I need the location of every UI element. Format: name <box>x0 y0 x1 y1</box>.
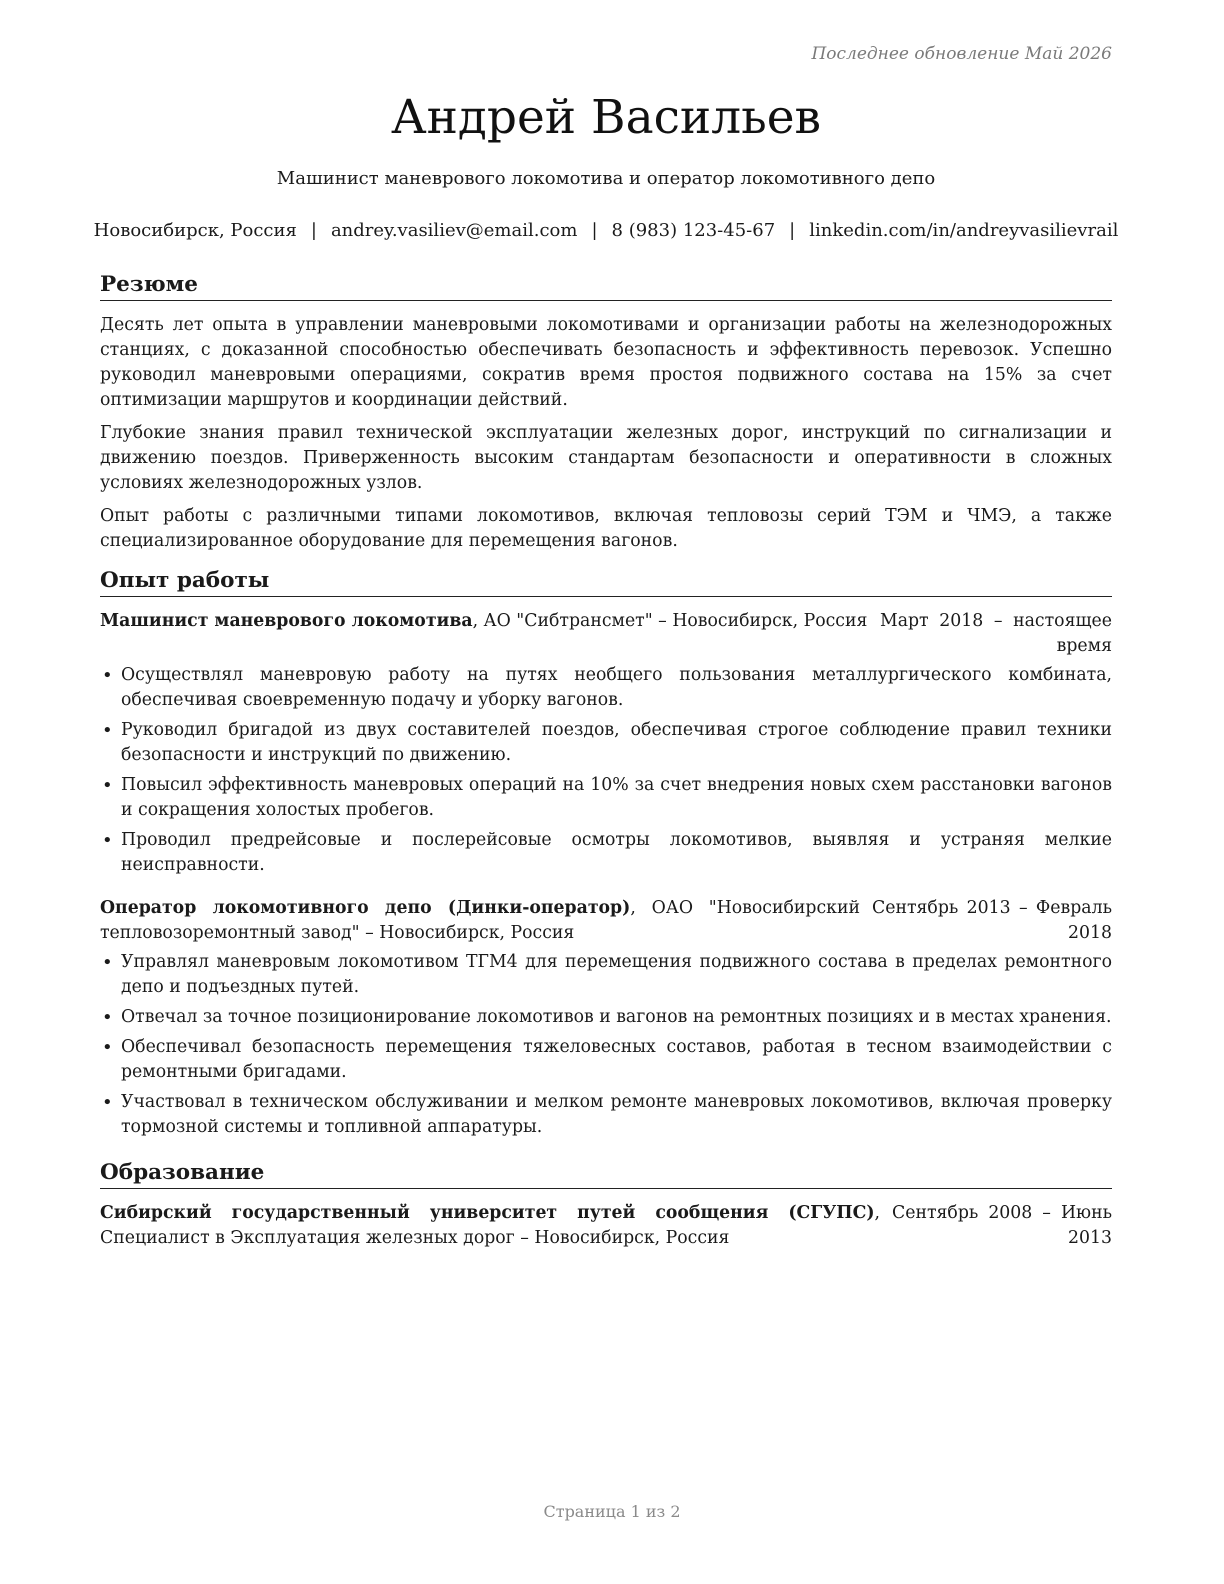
job-org: , АО "Сибтрансмет" – Новосибирск, Россия <box>472 611 868 631</box>
contact-line <box>92 218 1120 244</box>
list-item: • Проводил предрейсовые и послерейсовые осмотры локомотивов, выявляя и устраняя мелкие неисправности. <box>100 828 1112 878</box>
education-dates: Сентябрь 2008 – Июнь 2013 <box>892 1203 1112 1248</box>
contact-location: Новосибирск, Россия <box>93 220 297 241</box>
summary-section <box>100 270 1112 554</box>
job-dates: Март 2018 – настоящее время <box>880 611 1112 656</box>
summary-paragraph: Десять лет опыта в управлении маневровыми локомотивами и организации работы на железнодорожных станциях, с доказанной способностью обеспечивать безопасность и эффективность перевозок. Успешно руководил маневровыми операциями, сократив время простоя подвижного состава на 15% за счет оптимизации маршрутов и координации действий. <box>100 315 1112 410</box>
page-number: Страница 1 из 2 <box>543 1502 681 1521</box>
contact-email[interactable]: andrey.vasiliev@email.com <box>330 220 578 241</box>
last-updated-note: Последнее обновление Май 2026 <box>811 44 1112 64</box>
job-header <box>100 896 1112 946</box>
list-item: • Управлял маневровым локомотивом ТГМ4 для перемещения подвижного состава в пределах ремонтного депо и подъездных путей. <box>100 950 1112 1000</box>
resume-content <box>100 270 1112 1269</box>
list-item: • Осуществлял маневровую работу на путях необщего пользования металлургического комбината, обеспечивая своевременную подачу и уборку вагонов. <box>100 663 1112 713</box>
list-item: • Повысил эффективность маневровых операций на 10% за счет внедрения новых схем расстановки вагонов и сокращения холостых пробегов. <box>100 773 1112 823</box>
job-bullets <box>100 663 1112 878</box>
contact-phone[interactable]: 8 (983) 123-45-67 <box>611 220 776 241</box>
job-entry <box>100 609 1112 878</box>
education-entry <box>100 1201 1112 1251</box>
summary-paragraph: Опыт работы с различными типами локомотивов, включая тепловозы серий ТЭМ и ЧМЭ, а также специализированное оборудование для перемещения вагонов. <box>100 506 1112 551</box>
education-school: Сибирский государственный университет путей сообщения (СГУПС) <box>100 1203 875 1223</box>
contact-separator: | <box>591 220 598 241</box>
job-role: Оператор локомотивного депо (Динки-оператор) <box>100 898 631 918</box>
list-item: • Руководил бригадой из двух составителей поездов, обеспечивая строгое соблюдение правил техники безопасности и инструкций по движению. <box>100 718 1112 768</box>
summary-heading: Резюме <box>100 270 1112 301</box>
experience-heading: Опыт работы <box>100 566 1112 597</box>
list-item: • Обеспечивал безопасность перемещения тяжеловесных составов, работая в тесном взаимодействии с ремонтными бригадами. <box>100 1035 1112 1085</box>
contact-separator: | <box>789 220 796 241</box>
education-details: , Специалист в Эксплуатация железных дорог – Новосибирск, Россия <box>100 1203 880 1248</box>
experience-section <box>100 566 1112 1140</box>
job-org: , ОАО "Новосибирский тепловозоремонтный завод" – Новосибирск, Россия <box>100 898 861 943</box>
education-header <box>100 1201 1112 1251</box>
job-role: Машинист маневрового локомотива <box>100 611 473 631</box>
job-dates: Сентябрь 2013 – Февраль 2018 <box>872 898 1112 943</box>
job-bullets <box>100 950 1112 1140</box>
contact-separator: | <box>310 220 317 241</box>
education-heading: Образование <box>100 1158 1112 1189</box>
list-item: • Участвовал в техническом обслуживании и мелком ремонте маневровых локомотивов, включая проверку тормозной системы и топливной аппаратуры. <box>100 1090 1112 1140</box>
job-header <box>100 609 1112 659</box>
list-item: • Отвечал за точное позиционирование локомотивов и вагонов на ремонтных позициях и в местах хранения. <box>100 1005 1112 1030</box>
candidate-name: Андрей Васильев <box>391 90 821 145</box>
candidate-headline: Машинист маневрового локомотива и оператор локомотивного депо <box>276 168 936 189</box>
job-entry <box>100 896 1112 1140</box>
summary-paragraph: Глубокие знания правил технической эксплуатации железных дорог, инструкций по сигнализации и движению поездов. Приверженность высоким стандартам безопасности и оперативности в сложных условиях железнодорожных узлов. <box>100 423 1112 493</box>
education-section <box>100 1158 1112 1251</box>
contact-linkedin[interactable]: linkedin.com/in/andreyvasilievrail <box>809 220 1119 241</box>
